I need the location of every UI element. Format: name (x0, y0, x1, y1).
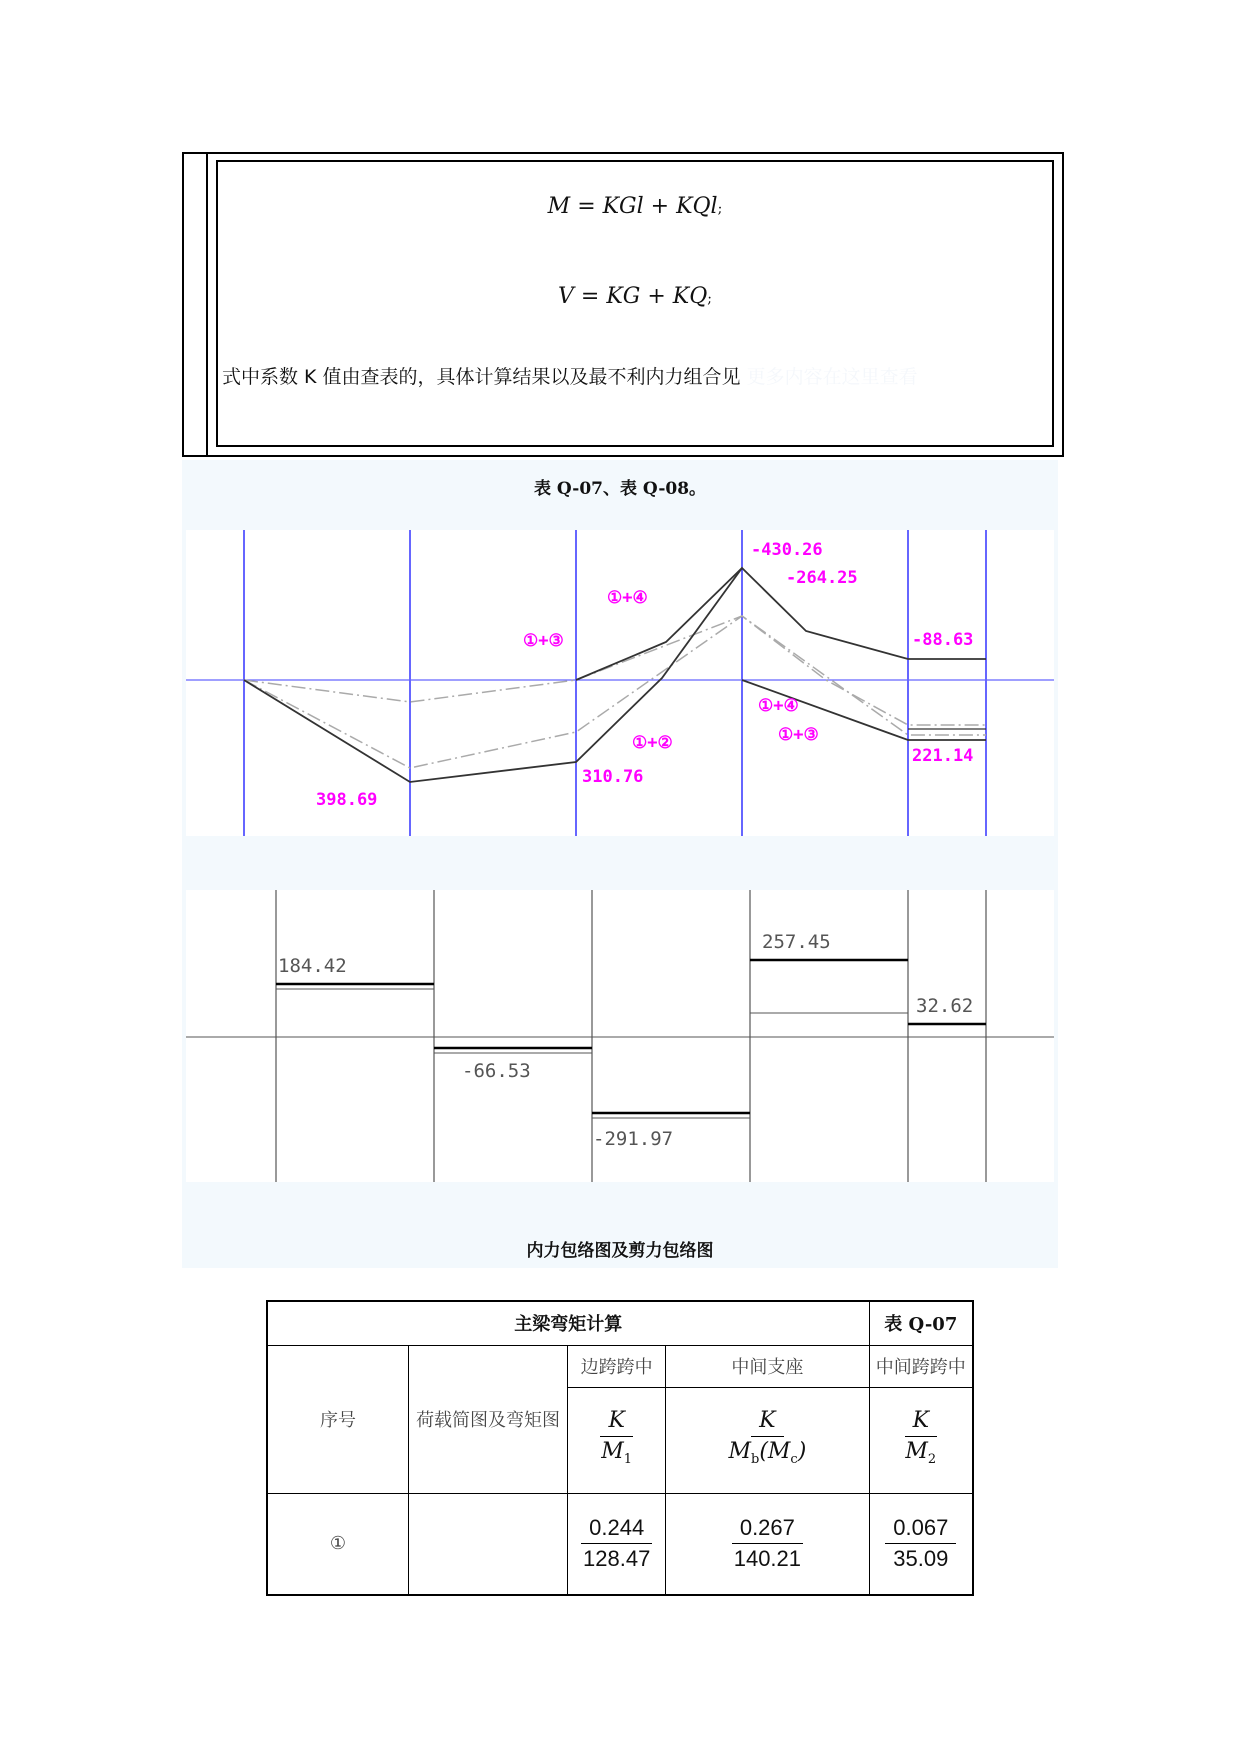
table-number: 表 Q-07 (869, 1301, 973, 1345)
fraction-header-m2: $\frac{K}{M_2}$ (869, 1387, 973, 1493)
shear-label-2: -66.53 (462, 1060, 531, 1082)
shear-formula: V = KG + KQ; (558, 284, 712, 309)
envelope-caption: 内力包络图及剪力包络图 (526, 1241, 714, 1261)
shear-label-3: -291.97 (593, 1128, 674, 1150)
label-neg-c: -88.63 (912, 630, 974, 650)
table-header-row (267, 1345, 973, 1387)
shear-label-1: 184.42 (278, 955, 347, 977)
table-title-row (267, 1301, 973, 1345)
header-mid-mid: 中间跨跨中 (869, 1345, 973, 1387)
formula-box (182, 152, 1064, 457)
fraction-header-m1: $\frac{K}{M_1}$ (568, 1387, 666, 1493)
row-mid-support: $\frac{0.267}{140.21}$ (666, 1493, 869, 1595)
table-title: 主梁弯矩计算 (267, 1301, 869, 1345)
table-reference: 表 Q-07、表 Q-08。 (533, 479, 707, 499)
row-diagram (408, 1493, 567, 1595)
label-neg-b: -430.26 (751, 540, 823, 560)
label-neg-b2: -264.25 (786, 568, 858, 588)
moment-formula: M = KGl + KQl; (547, 194, 723, 219)
coefficient-sentence: 式中系数 K 值由查表的，具体计算结果以及最不利内力组合见 更多内容在这里查看 (222, 366, 918, 388)
label-pos-3: 221.14 (912, 746, 974, 766)
combo-1-4-top: ①+④ (607, 588, 648, 608)
header-index: 序号 (267, 1345, 408, 1493)
hidden-link-text[interactable]: 更多内容在这里查看 (746, 366, 918, 388)
combo-1-2: ①+② (632, 733, 673, 753)
formula-inner-frame (216, 160, 1054, 447)
moment-envelope-chart (186, 530, 1054, 836)
formula-box-left-margin (184, 154, 208, 455)
combo-1-3-left: ①+③ (523, 631, 564, 651)
combo-1-4-right: ①+④ (758, 696, 799, 716)
row-edge-mid: $\frac{0.244}{128.47}$ (568, 1493, 666, 1595)
shear-envelope-chart (186, 890, 1054, 1182)
shear-label-4: 257.45 (762, 931, 831, 953)
shear-label-5: 32.62 (916, 995, 974, 1017)
moment-table (266, 1300, 974, 1596)
header-mid-support: 中间支座 (666, 1345, 869, 1387)
label-pos-2: 310.76 (582, 767, 644, 787)
row-mid-mid: $\frac{0.067}{35.09}$ (869, 1493, 973, 1595)
fraction-header-mb: $\frac{K}{M_b(M_c)}$ (666, 1387, 869, 1493)
table-row (267, 1493, 973, 1595)
header-edge-mid: 边跨跨中 (568, 1345, 666, 1387)
header-diagram: 荷载简图及弯矩图 (408, 1345, 567, 1493)
row-index: ① (267, 1493, 408, 1595)
label-pos-1: 398.69 (316, 790, 378, 810)
envelope-band (182, 460, 1058, 1268)
combo-1-3-right: ①+③ (778, 725, 819, 745)
